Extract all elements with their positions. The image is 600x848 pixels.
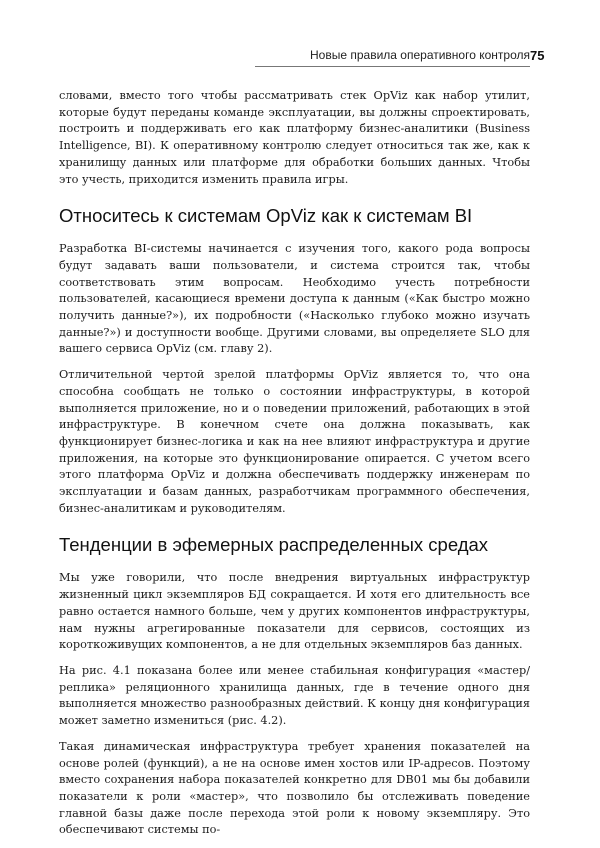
paragraph: Такая динамическая инфраструктура требует хранения показателей на основе ролей (функций), а не на основе имен хостов или IP-адресов. Поэтому вместо сохранения набора показателей конкретно для DB01 мы бы добавили показатели к роли «мастер», что позволило бы отслеживать поведение главной базы даже после перехода этой роли к новому экземпляру. Это обеспечивают системы по- [59,739,530,837]
page-header [255,46,530,67]
section-heading: Тенденции в эфемерных распределенных средах [59,534,489,556]
running-title: Новые правила оперативного контроля [310,48,530,62]
page-body [59,88,530,848]
paragraph: Мы уже говорили, что после внедрения виртуальных инфраструктур жизненный цикл экземпляров БД сокращается. И хотя его длительность все равно остается намного больше, чем у других компонентов инфраструктуры, нам нужны агрегированные показатели для сервисов, состоящих из короткоживущих компонентов, а не для отдельных экземпляров баз данных. [59,571,530,652]
paragraph: Разработка BI-системы начинается с изучения того, какого рода вопросы будут задавать ваши пользователи, и система строится так, чтобы соответствовать этим вопросам. Необходимо учесть потребности пользователей, касающиеся времени доступа к данным («Как быстро можно получить данные?»), их подробности («Насколько глубоко можно изучать данные?») и доступности вообще. Другими словами, вы определяете SLO для вашего сервиса OpViz (см. главу 2). [59,242,530,356]
section-heading: Относитесь к системам OpViz как к системам BI [59,205,473,227]
paragraph: На рис. 4.1 показана более или менее стабильная конфигурация «мастер/реплика» реляционного хранилища данных, где в течение одного дня выполняется множество разнообразных действий. К концу дня конфигурация может заметно измениться (рис. 4.2). [59,663,530,728]
paragraph: Отличительной чертой зрелой платформы OpViz является то, что она способна сообщать не только о состоянии инфраструктуры, в которой выполняется приложение, но и о поведении приложений, работающих в этой инфраструктуре. В конечном счете она должна показывать, как функционирует бизнес-логика и как на нее влияют инфраструктура и другие приложения, на которые это функционирование опирается. С учетом всего этого платформа OpViz и должна обеспечивать поддержку инженерам по эксплуатации и базам данных, разработчикам программного обеспечения, бизнес-аналитикам и руководителям. [59,368,530,515]
paragraph: словами, вместо того чтобы рассматривать стек OpViz как набор утилит, которые будут переданы команде эксплуатации, вы должны спроектировать, построить и поддерживать его как платформу бизнес-аналитики (Business Intelligence, BI). К оперативному контролю следует относиться так же, как к хранилищу данных или платформе для обработки больших данных. Чтобы это учесть, приходится изменить правила игры. [59,89,530,186]
page-number: 75 [530,48,545,63]
